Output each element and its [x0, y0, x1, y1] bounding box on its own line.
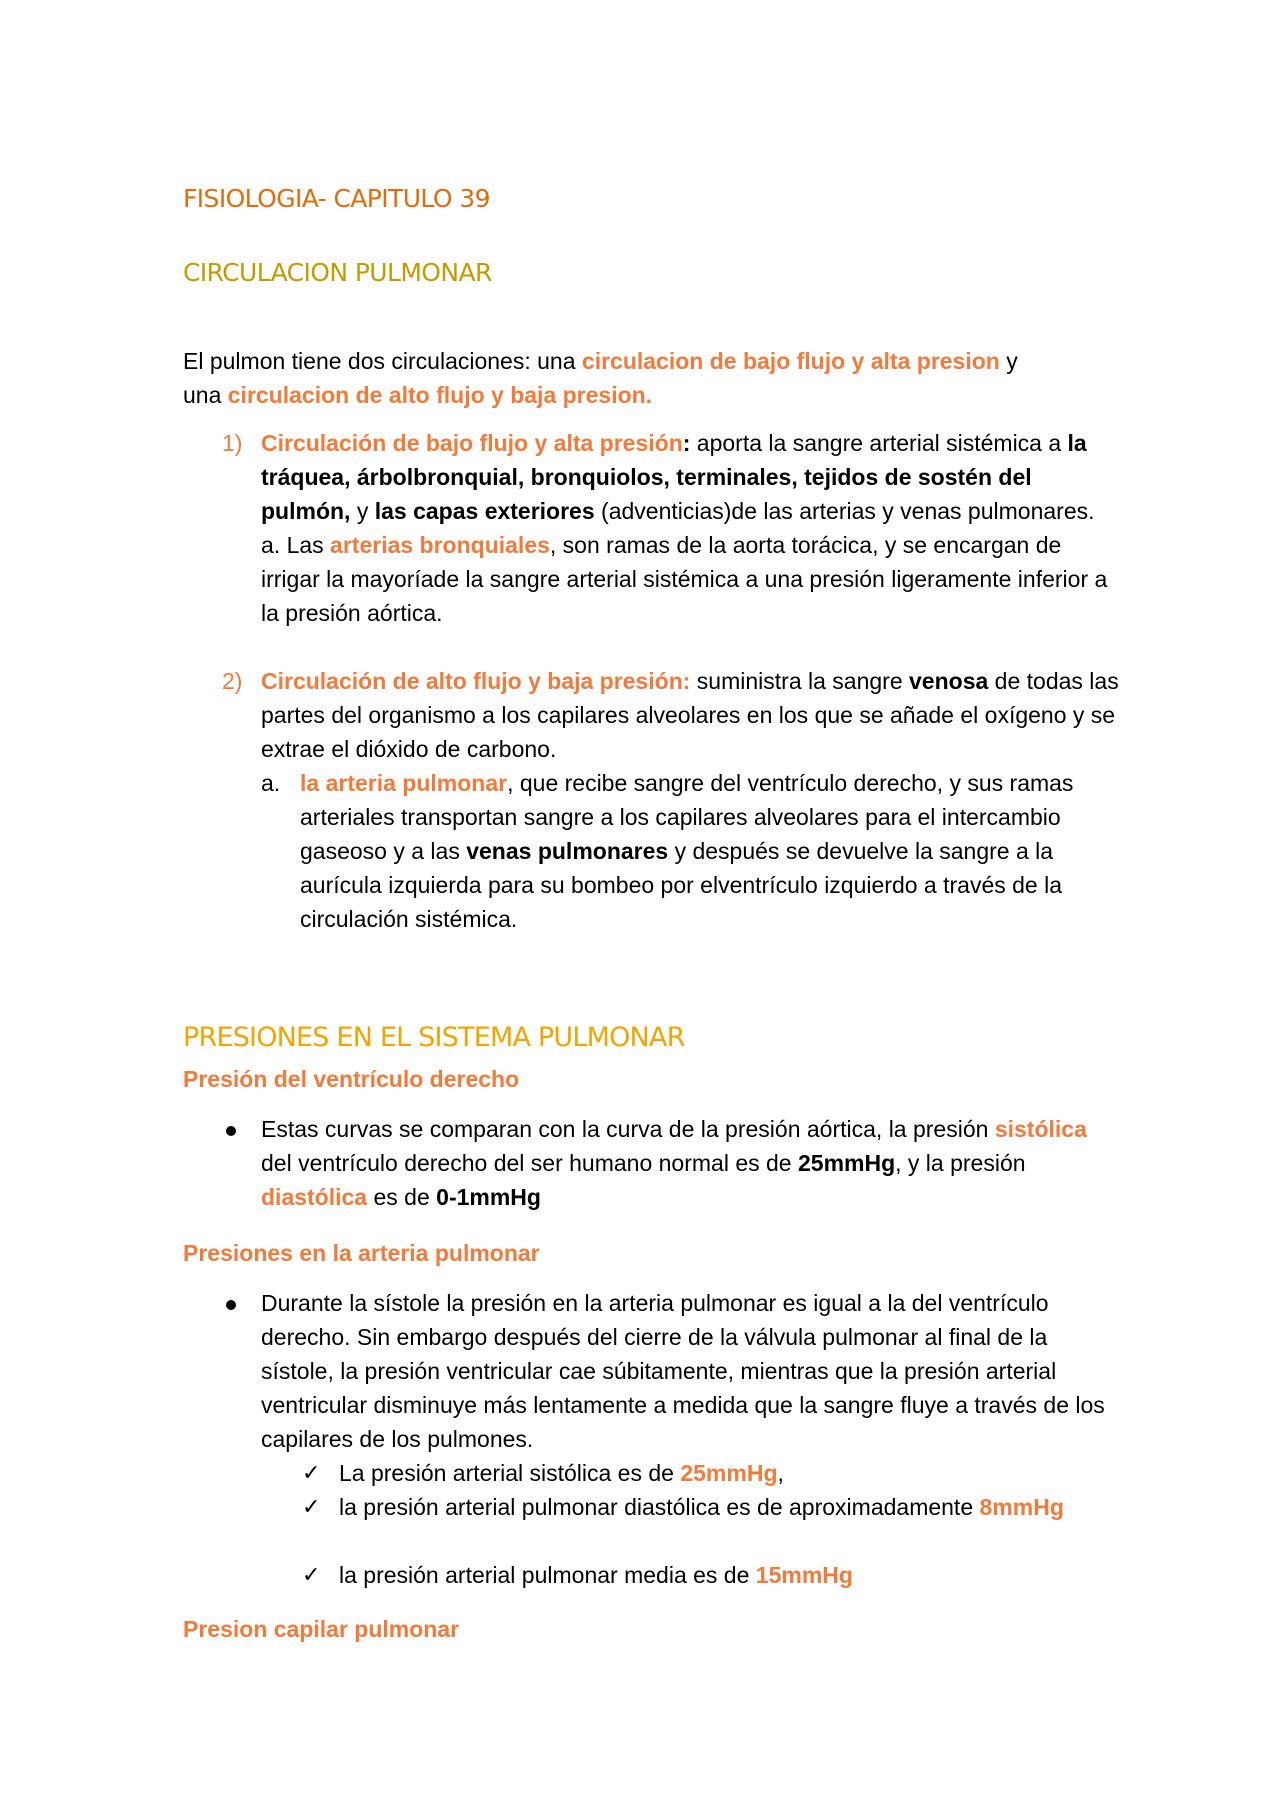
subheading-ventriculo: Presión del ventrículo derecho — [183, 1066, 520, 1092]
check-icon: ✓ — [302, 1562, 321, 1587]
b1-highlight-diastolica: diastólica — [261, 1184, 368, 1210]
list-number-2: 2) — [222, 668, 243, 694]
document-title: FISIOLOGIA- CAPITULO 39 — [183, 184, 490, 213]
item2-text: suministra la sangre — [690, 668, 910, 694]
intro-text-2: y una — [183, 348, 1018, 408]
b1-text-4: es de — [367, 1184, 437, 1210]
check-icon: ✓ — [302, 1494, 321, 1519]
item2-sub-highlight: la arteria pulmonar — [300, 770, 508, 796]
check-item-2 — [339, 1490, 1069, 1524]
intro-text: El pulmon tiene dos circulaciones: una — [183, 348, 582, 374]
section-title-presiones: PRESIONES EN EL SISTEMA PULMONAR — [183, 1022, 685, 1053]
item1-text: aporta la sangre arterial sistémica a — [690, 430, 1068, 456]
item1-bold-2: las capas exteriores — [374, 498, 595, 524]
item1-bold-1: la tráquea, árbolbronquial, bronquiolos, terminales, tejidos de sostén del pulmón, — [261, 430, 1087, 524]
item1-colon: : — [682, 430, 691, 456]
b1-bold-value: 25mmHg — [797, 1150, 896, 1176]
item2-sub-text: , que recibe sangre del ventrículo derecho, y sus ramas arteriales transportan sangre a los capilares alveolares para el intercambio gaseoso y a las — [300, 770, 1074, 864]
bullet-paragraph-1 — [261, 1112, 1121, 1214]
b1-highlight-sistolica: sistólica — [994, 1116, 1087, 1142]
item1-title: Circulación de bajo flujo y alta presión — [261, 430, 683, 456]
item1-sub-highlight: arterias bronquiales — [330, 532, 550, 558]
check3-text: la presión arterial pulmonar media es de — [339, 1562, 756, 1588]
b1-text-3: , y la presión — [895, 1150, 1026, 1176]
bullet-paragraph-2: Durante la sístole la presión en la arteria pulmonar es igual a la del ventrículo derecho. Sin embargo después del cierre de la válvula pulmonar al final de la sístole, la presión ventricular cae súbitamente, mientras que la presión arterial ventricular disminuye más lentamente a medida que la sangre fluye a través de los capilares de los pulmones. — [261, 1290, 1105, 1452]
intro-highlight-2: circulacion de alto flujo y baja presion. — [227, 382, 653, 408]
subheading-capilar: Presion capilar pulmonar — [183, 1616, 460, 1642]
list-item-2 — [261, 664, 1121, 766]
subheading-arteria: Presiones en la arteria pulmonar — [183, 1240, 540, 1266]
b1-bold-value-2: 0-1mmHg — [436, 1184, 541, 1210]
item2-sub-paragraph — [300, 766, 1120, 936]
item1-sub-label: a. Las — [261, 532, 331, 558]
item1-text-3: (adventicias)de las arterias y venas pulmonares. — [594, 498, 1095, 524]
item2-text-2: de todas las partes del organismo a los capilares alveolares en los que se añade el oxígeno y se extrae el dióxido de carbono. — [261, 668, 1119, 762]
item1-sub-text: , son ramas de la aorta torácica, y se encargan de irrigar la mayoríade la sangre arterial sistémica a una presión ligeramente inferior a la presión aórtica. — [261, 532, 1108, 626]
item1-text-2: y — [350, 498, 375, 524]
check1-after: , — [777, 1460, 784, 1486]
bullet-icon — [226, 1126, 236, 1136]
bullet-icon — [226, 1300, 236, 1310]
item2-title: Circulación de alto flujo y baja presión: — [261, 668, 691, 694]
check-item-1 — [339, 1456, 1119, 1490]
check-item-3 — [339, 1558, 1119, 1592]
item2-sub-label: a. — [261, 770, 281, 796]
check3-value: 15mmHg — [755, 1562, 853, 1588]
intro-paragraph — [183, 344, 1043, 412]
list-number-1: 1) — [222, 430, 243, 456]
check2-text: la presión arterial pulmonar diastólica es de aproximadamente — [339, 1494, 980, 1520]
b1-text-2: del ventrículo derecho del ser humano normal es de — [261, 1150, 798, 1176]
check2-value: 8mmHg — [979, 1494, 1064, 1520]
b1-text: Estas curvas se comparan con la curva de la presión aórtica, la presión — [261, 1116, 995, 1142]
item2-bold: venosa — [909, 668, 989, 694]
intro-highlight-1: circulacion de bajo flujo y alta presion — [581, 348, 1000, 374]
check1-value: 25mmHg — [680, 1460, 778, 1486]
section-title-circulacion: CIRCULACION PULMONAR — [183, 258, 492, 287]
item2-sub-text-2: y después se devuelve la sangre a la aurícula izquierda para su bombeo por elventrículo izquierdo a través de la circulación sistémica. — [300, 838, 1062, 932]
item2-sub-bold: venas pulmonares — [466, 838, 669, 864]
list-item-1 — [261, 426, 1121, 630]
check-icon: ✓ — [302, 1460, 321, 1485]
check1-text: La presión arterial sistólica es de — [339, 1460, 681, 1486]
